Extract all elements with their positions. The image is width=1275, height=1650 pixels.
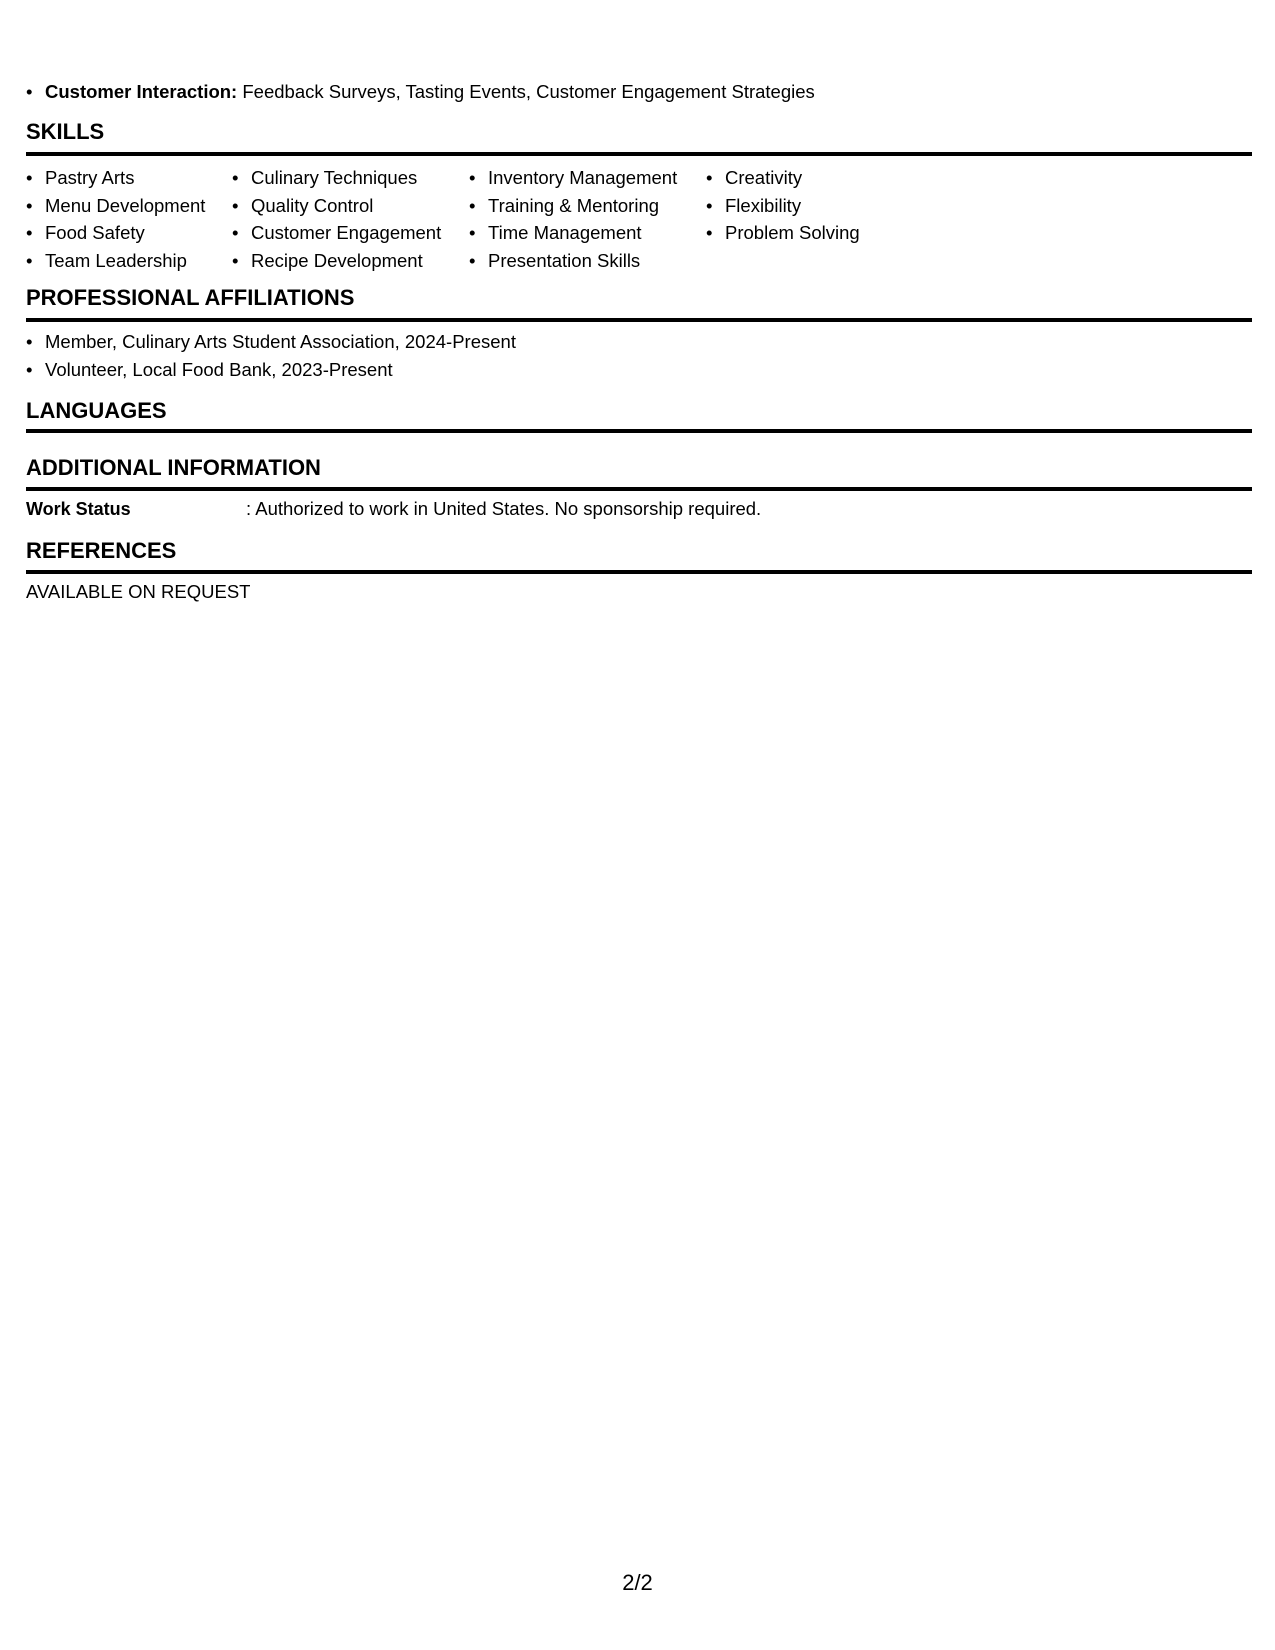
- bullet-icon: •: [232, 194, 239, 216]
- bullet-label: Customer Interaction:: [45, 81, 238, 102]
- references-text: AVAILABLE ON REQUEST: [26, 581, 251, 602]
- skill-label: Culinary Techniques: [251, 167, 418, 188]
- list-item: [232, 192, 441, 220]
- skill-label: Customer Engagement: [251, 222, 442, 243]
- list-item: [26, 164, 205, 192]
- list-item: [469, 192, 677, 220]
- list-item: [469, 164, 677, 192]
- section-divider: [26, 487, 1252, 491]
- skill-label: Menu Development: [45, 194, 206, 216]
- skills-column-3: [469, 164, 677, 274]
- skill-label: Problem Solving: [725, 222, 860, 243]
- section-divider: [26, 318, 1252, 322]
- list-item: [232, 164, 441, 192]
- list-item: [26, 247, 205, 275]
- skill-label: Recipe Development: [251, 249, 423, 271]
- skill-label: Time Management: [488, 222, 642, 243]
- work-status-label: Work Status: [26, 499, 131, 519]
- bullet-icon: •: [26, 249, 33, 271]
- section-title-additional-information: ADDITIONAL INFORMATION: [26, 455, 321, 480]
- section-title-affiliations: PROFESSIONAL AFFILIATIONS: [26, 285, 355, 310]
- bullet-icon: •: [706, 167, 713, 188]
- section-divider: [26, 429, 1252, 433]
- list-item: [232, 219, 441, 247]
- skill-label: Food Safety: [45, 222, 145, 243]
- bullet-icon: •: [469, 167, 476, 188]
- bullet-icon: •: [469, 249, 476, 271]
- section-divider: [26, 570, 1252, 574]
- skill-label: Quality Control: [251, 194, 374, 216]
- skills-column-1: [26, 164, 205, 274]
- list-item: [706, 164, 860, 192]
- list-item: [706, 192, 860, 220]
- list-item: [26, 80, 815, 104]
- bullet-icon: •: [232, 167, 239, 188]
- list-item: [469, 247, 677, 275]
- affiliations-list: [26, 328, 516, 383]
- list-item: [232, 247, 441, 275]
- bullet-icon: •: [26, 358, 33, 380]
- list-item: [26, 328, 516, 356]
- bullet-icon: •: [26, 81, 33, 102]
- list-item: [26, 356, 516, 384]
- skill-label: Training & Mentoring: [488, 194, 660, 216]
- work-status-value: : Authorized to work in United States. No sponsorship required.: [246, 498, 762, 519]
- bullet-icon: •: [706, 194, 713, 216]
- bullet-text: Feedback Surveys, Tasting Events, Customer Engagement Strategies: [237, 81, 815, 102]
- skill-label: Creativity: [725, 167, 803, 188]
- affiliation-text: Volunteer, Local Food Bank, 2023-Present: [45, 358, 393, 380]
- list-item: [469, 219, 677, 247]
- section-divider: [26, 152, 1252, 156]
- bullet-icon: •: [706, 222, 713, 243]
- list-item: [706, 219, 860, 247]
- bullet-icon: •: [232, 222, 239, 243]
- skill-label: Flexibility: [725, 194, 802, 216]
- skills-column-2: [232, 164, 441, 274]
- bullet-icon: •: [26, 331, 33, 352]
- section-title-skills: SKILLS: [26, 119, 105, 144]
- affiliation-text: Member, Culinary Arts Student Association, 2024-Present: [45, 331, 516, 352]
- skill-label: Presentation Skills: [488, 249, 641, 271]
- list-item: [26, 219, 205, 247]
- list-item: [26, 192, 205, 220]
- section-title-references: REFERENCES: [26, 538, 177, 563]
- bullet-icon: •: [26, 167, 33, 188]
- section-title-languages: LANGUAGES: [26, 398, 167, 423]
- bullet-icon: •: [26, 222, 33, 243]
- skill-label: Team Leadership: [45, 249, 187, 271]
- skill-label: Pastry Arts: [45, 167, 135, 188]
- bullet-icon: •: [469, 222, 476, 243]
- skills-column-4: [706, 164, 860, 247]
- bullet-icon: •: [26, 194, 33, 216]
- bullet-icon: •: [232, 249, 239, 271]
- skill-label: Inventory Management: [488, 167, 678, 188]
- page-number: 2/2: [622, 1570, 653, 1595]
- bullet-icon: •: [469, 194, 476, 216]
